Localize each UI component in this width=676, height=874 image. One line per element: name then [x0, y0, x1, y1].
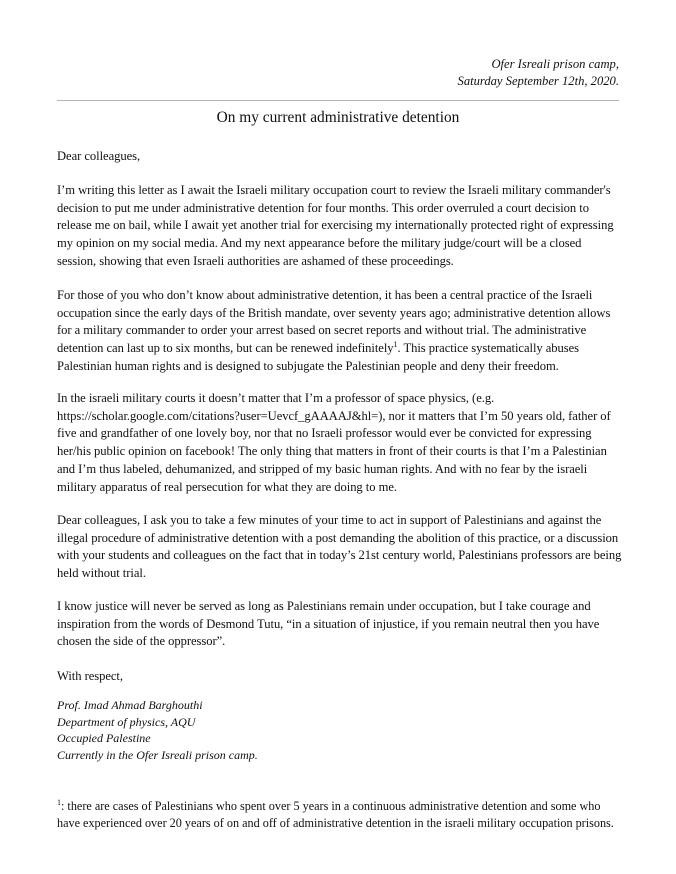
signature-block	[57, 697, 258, 763]
letter-title: On my current administrative detention	[216, 109, 460, 126]
paragraph-2-text-continued: . This practice systematically abuses Palestinian human rights and is designed to subjugate the Palestinian people and deny their freedom.	[57, 341, 580, 373]
letter-header	[458, 56, 619, 90]
footnote-reference: 1	[393, 339, 398, 349]
paragraph-4: Dear colleagues, I ask you to take a few minutes of your time to act in support of Palestinians and against the illegal procedure of administrative detention with a post demanding the abolition of this practice, or a discussion with your students and colleagues on the fact that in today’s 21st century world, Palestinians professors are being held without trial.	[57, 513, 622, 581]
signature-name: Prof. Imad Ahmad Barghouthi	[57, 698, 203, 712]
signature-status: Currently in the Ofer Isreali prison camp.	[57, 747, 258, 762]
salutation: Dear colleagues,	[57, 149, 141, 163]
footnote-marker: 1	[57, 797, 61, 807]
header-date: Saturday September 12th, 2020.	[457, 74, 619, 88]
footnote-text: : there are cases of Palestinians who spent over 5 years in a continuous administrative detention and some who have experienced over 20 years of on and off of administrative detention in the israeli military occupation prisons.	[57, 799, 614, 830]
paragraph-2	[57, 287, 622, 376]
signature-department: Department of physics, AQU	[57, 714, 196, 729]
footnote	[57, 798, 622, 832]
header-location: Ofer Isreali prison camp,	[491, 57, 619, 71]
paragraph-3: In the israeli military courts it doesn’t matter that I’m a professor of space physics, (e.g. https://scholar.google.com/citations?user=Uevcf_gAAAAJ&hl=), nor it matters that I’m 50 years old, father of five and grandfather of one lovely boy, nor that no Israeli professor would ever be convicted for expressing her/his public opinion on facebook! The only thing that matters in front of their courts is that I’m a Palestinian and I’m thus labeled, dehumanized, and stripped of my basic human rights. And with no fear by the israeli military apparatus of real persecution for what they are doing to me.	[57, 391, 611, 494]
paragraph-2-text: For those of you who don’t know about administrative detention, it has been a central practice of the Israeli occupation since the early days of the British mandate, over seventy years ago; administrative detention allows for a military commander to order your arrest based on secret reports and without trial. The administrative detention can last up to six months, but can be renewed indefinitely	[57, 288, 611, 356]
paragraph-1: I’m writing this letter as I await the Israeli military occupation court to review the Israeli military commander's decision to put me under administrative detention for four months. This order overruled a court decision to release me on bail, while I await yet another trial for exercising my internationally protected right of expressing my opinion on my social media. And my next appearance before the military judge/court will be a closed session, showing that even Israeli authorities are ashamed of these proceedings.	[57, 183, 614, 268]
paragraph-5: I know justice will never be served as long as Palestinians remain under occupation, but I take courage and inspiration from the words of Desmond Tutu, “in a situation of injustice, if you remain neutral then you have chosen the side of the oppressor”.	[57, 599, 600, 649]
signature-place: Occupied Palestine	[57, 731, 151, 745]
closing: With respect,	[57, 669, 123, 683]
header-divider	[57, 100, 619, 101]
